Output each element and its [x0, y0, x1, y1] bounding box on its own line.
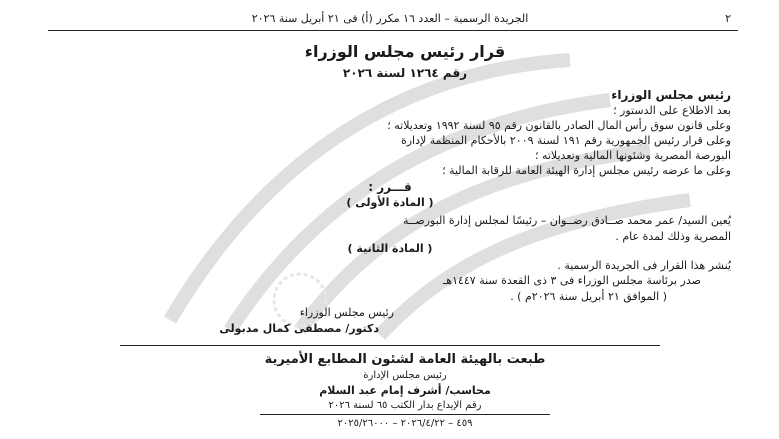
header-rule — [48, 30, 738, 31]
article-2-text: يُنشر هذا القرار فى الجريدة الرسمية . — [557, 259, 731, 272]
preamble-line: وعلى قانون سوق رأس المال الصادر بالقانون رقم ٩٥ لسنة ١٩٩٢ وتعديلاته ؛ — [387, 119, 731, 132]
decree-issuer: رئيس مجلس الوزراء — [611, 88, 731, 102]
preamble-line: البورصة المصرية وشئونها المالية وتعديلاته ؛ — [534, 149, 731, 162]
footer-bottom-rule — [260, 414, 550, 415]
footer-rule — [120, 345, 660, 346]
decided-heading: قـــرر : — [368, 180, 412, 194]
preamble-line: بعد الاطلاع على الدستور ؛ — [613, 104, 731, 117]
signature-name: دكتور/ مصطفى كمال مدبولى — [219, 322, 379, 335]
printer-name: طبعت بالهيئة العامة لشئون المطابع الأميرية — [264, 352, 546, 367]
article-1-text: المصرية وذلك لمدة عام . — [615, 230, 731, 243]
deposit-number: رقم الإيداع بدار الكتب ٦٥ لسنة ٢٠٢٦ — [328, 400, 482, 411]
article-1-text: يُعين السيد/ عمر محمد صــادق رضــوان – رئيسًا لمجلس إدارة البورصــة — [403, 214, 731, 227]
issuance-date-gregorian: ( الموافق ٢١ أبريل سنة ٢٠٢٦م ) . — [510, 290, 667, 303]
article-1-heading: ( المادة الأولى ) — [346, 196, 434, 209]
preamble-line: وعلى قرار رئيس الجمهورية رقم ١٩١ لسنة ٢٠٠٩ بالأحكام المنظمة لإدارة — [400, 134, 731, 147]
board-chair-title: رئيس مجلس الإدارة — [363, 370, 447, 381]
accountant-name: محاسب/ أشرف إمام عبد السلام — [319, 384, 491, 397]
preamble-line: وعلى ما عرضه رئيس مجلس إدارة الهيئة العامة للرقابة المالية ؛ — [442, 164, 731, 177]
article-2-heading: ( المادة الثانية ) — [347, 242, 433, 255]
decree-title: قرار رئيس مجلس الوزراء — [304, 42, 506, 61]
issuance-date-hijri: صدر برئاسة مجلس الوزراء فى ٣ ذى القعدة سنة ١٤٤٧هـ — [443, 274, 701, 287]
gazette-header: الجريدة الرسمية – العدد ١٦ مكرر (أ) فى ٢١ أبريل سنة ٢٠٢٦ — [251, 12, 529, 25]
decree-number: رقم ١٢٦٤ لسنة ٢٠٢٦ — [342, 66, 468, 80]
signature-title: رئيس مجلس الوزراء — [299, 306, 394, 319]
page-number: ٢ — [725, 12, 731, 25]
serial-number: ٤٥٩ – ٢٠٢٦/٤/٢٢ – ٢٠٢٥/٢٦٠٠٠ — [337, 418, 473, 429]
